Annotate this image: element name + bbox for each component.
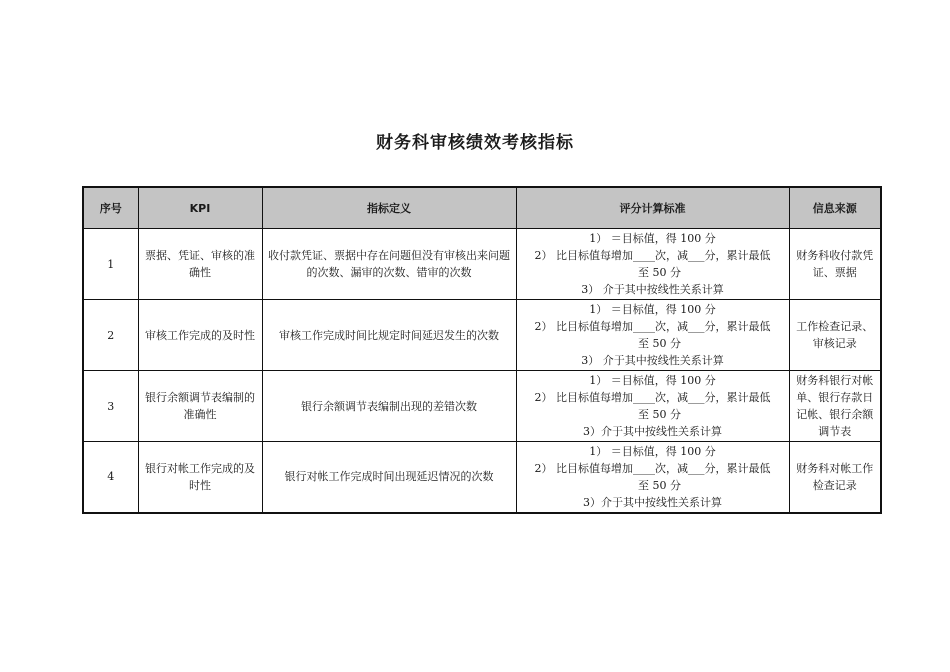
row-definition: 审核工作完成时间比规定时间延迟发生的次数 [262, 300, 516, 371]
criteria-line: 至 50 分 [638, 337, 681, 350]
table-row [83, 229, 881, 300]
header-definition: 指标定义 [262, 187, 516, 229]
criteria-line: 3）介于其中按线性关系计算 [583, 425, 722, 438]
kpi-table [82, 186, 882, 514]
criteria-line: 2） 比目标值每增加____次，减___分，累计最低 [534, 249, 771, 262]
table-row [83, 371, 881, 442]
row-kpi: 票据、凭证、审核的准确性 [138, 229, 262, 300]
page-title: 财务科审核绩效考核指标 [376, 133, 574, 153]
table-row [83, 442, 881, 513]
criteria-line: 1） ＝目标值，得 100 分 [589, 303, 716, 316]
row-criteria [516, 229, 789, 300]
header-kpi: KPI [138, 187, 262, 229]
row-no: 2 [83, 300, 138, 371]
row-source: 财务科银行对帐单、银行存款日记帐、银行余额调节表 [789, 371, 881, 442]
row-definition: 银行对帐工作完成时间出现延迟情况的次数 [262, 442, 516, 513]
criteria-line: 3）介于其中按线性关系计算 [583, 495, 722, 509]
table-row [83, 300, 881, 371]
row-kpi: 审核工作完成的及时性 [138, 300, 262, 371]
criteria-line: 2） 比目标值每增加____次，减___分，累计最低 [534, 461, 771, 475]
row-no: 1 [83, 229, 138, 300]
row-no: 3 [83, 371, 138, 442]
row-criteria [516, 371, 789, 442]
criteria-line: 3） 介于其中按线性关系计算 [581, 283, 724, 296]
row-source: 财务科收付款凭证、票据 [789, 229, 881, 300]
criteria-line: 1） ＝目标值，得 100 分 [589, 374, 716, 387]
row-criteria [516, 442, 789, 513]
criteria-line: 2） 比目标值每增加____次，减___分，累计最低 [534, 320, 771, 333]
row-criteria [516, 300, 789, 371]
row-kpi: 银行对帐工作完成的及时性 [138, 442, 262, 513]
header-criteria: 评分计算标准 [516, 187, 789, 229]
row-source: 财务科对帐工作检查记录 [789, 442, 881, 513]
criteria-line: 3） 介于其中按线性关系计算 [581, 354, 724, 367]
criteria-line: 至 50 分 [638, 266, 681, 279]
row-no: 4 [83, 442, 138, 513]
row-definition: 银行余额调节表编制出现的差错次数 [262, 371, 516, 442]
criteria-line: 1） ＝目标值，得 100 分 [589, 232, 716, 245]
row-source: 工作检查记录、审核记录 [789, 300, 881, 371]
header-no: 序号 [83, 187, 138, 229]
criteria-line: 1） ＝目标值，得 100 分 [589, 444, 716, 458]
row-kpi: 银行余额调节表编制的准确性 [138, 371, 262, 442]
table-header [83, 187, 881, 229]
criteria-line: 2） 比目标值每增加____次，减___分，累计最低 [534, 391, 771, 404]
row-definition: 收付款凭证、票据中存在问题但没有审核出来问题的次数、漏审的次数、错审的次数 [262, 229, 516, 300]
criteria-line: 至 50 分 [638, 408, 681, 421]
header-source: 信息来源 [789, 187, 881, 229]
criteria-line: 至 50 分 [638, 478, 681, 492]
